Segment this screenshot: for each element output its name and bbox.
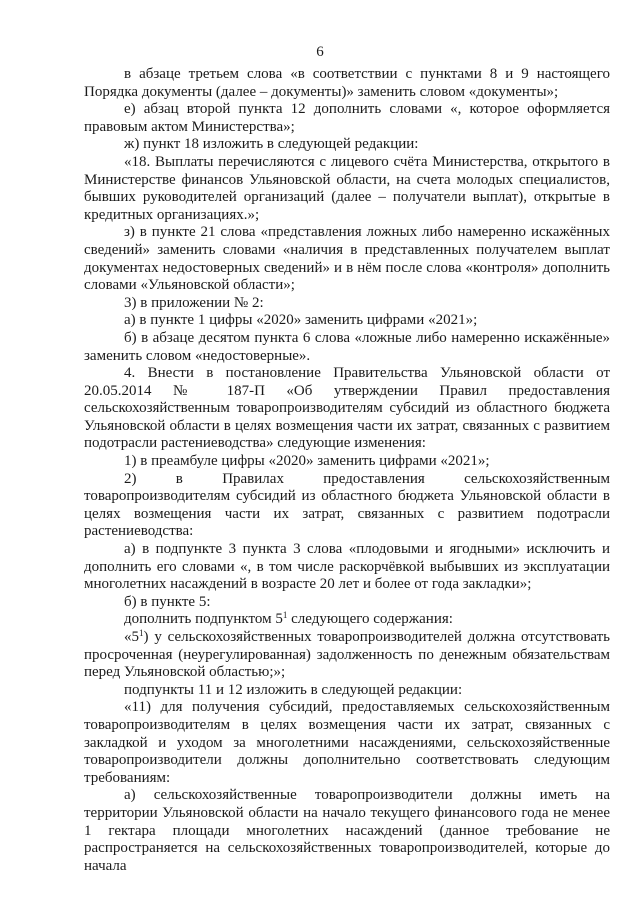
- paragraph: подпункты 11 и 12 изложить в следующей редакции:: [124, 681, 463, 698]
- document-body: [84, 66, 610, 875]
- paragraph: 1) в преамбуле цифры «2020» заменить цифрами «2021»;: [124, 453, 490, 470]
- paragraph: б) в пункте 5:: [124, 593, 211, 610]
- text-run: «5: [124, 629, 139, 645]
- paragraph: «11) для получения субсидий, предоставляемых сельскохозяйственным товаропроизводителям в целях возмещения части их затрат, связанных с закладкой и уходом за многолетними насаждениями, сельскохозяйственные товаропроизводители должны дополнительно соответствовать следующим требованиям:: [84, 699, 610, 786]
- page-number: 6: [316, 44, 324, 60]
- paragraph: б) в абзаце десятом пункта 6 слова «ложные либо намеренно искажённые» заменить словом «недостоверные».: [84, 329, 610, 364]
- text-run: дополнить подпунктом 5: [124, 611, 283, 628]
- superscript: 1: [139, 628, 144, 638]
- paragraph: 4. Внести в постановление Правительства Ульяновской области от 20.05.2014 № 187-П «Об утверждении Правил предоставления сельскохозяйственным товаропроизводителям субсидий из областного бюджета Ульяновской области в целях возмещения части их затрат, связанных с развитием подотрасли растениеводства» следующие изменения:: [84, 365, 610, 452]
- text-run: ) у сельскохозяйственных товаропроизводителей должна отсутствовать просроченная (неурегулированная) задолженность по денежным обязательствам перед Ульяновской областью;»;: [84, 629, 610, 681]
- paragraph-supplement: [84, 611, 610, 629]
- superscript: 1: [282, 610, 288, 621]
- paragraph: а) сельскохозяйственные товаропроизводители должны иметь на территории Ульяновской области на начало текущего финансового года не менее 1 гектара площади многолетних насаждений (данное требование не распространяется на сельскохозяйственных товаропроизводителей, которые до начала: [84, 787, 610, 874]
- paragraph: з) в пункте 21 слова «представления ложных либо намеренно искажённых сведений» заменить словами «наличия в представленных получателем выплат документах недостоверных сведений» и в нём после слова «контроля» дополнить словами «Ульяновской области»;: [84, 224, 610, 294]
- paragraph: в абзаце третьем слова «в соответствии с пунктами 8 и 9 настоящего Порядка документы (далее – документы)» заменить словом «документы»;: [84, 66, 610, 100]
- paragraph: 2) в Правилах предоставления сельскохозяйственным товаропроизводителям субсидий из областного бюджета Ульяновской области в целях возмещения части их затрат, связанных с развитием подотрасли растениеводства:: [84, 470, 610, 540]
- paragraph: а) в пункте 1 цифры «2020» заменить цифрами «2021»;: [124, 312, 478, 329]
- paragraph: ж) пункт 18 изложить в следующей редакции:: [124, 136, 419, 153]
- paragraph: 3) в приложении № 2:: [124, 294, 264, 311]
- paragraph-quoted-5-1: [84, 629, 610, 682]
- paragraph: «18. Выплаты перечисляются с лицевого счёта Министерства, открытого в Министерстве финансов Ульяновской области, на счета молодых специалистов, бывших руководителей организаций (далее – получатели выплат), открытые в кредитных организациях.»;: [84, 153, 610, 223]
- paragraph: е) абзац второй пункта 12 дополнить словами «, которое оформляется правовым актом Министерства»;: [84, 101, 610, 135]
- paragraph: а) в подпункте 3 пункта 3 слова «плодовыми и ягодными» исключить и дополнить его словами «, в том числе раскорчёвкой выбывших из эксплуатации многолетних насаждений в возрасте 20 лет и более от года закладки»;: [84, 541, 610, 593]
- text-run: следующего содержания:: [287, 611, 453, 628]
